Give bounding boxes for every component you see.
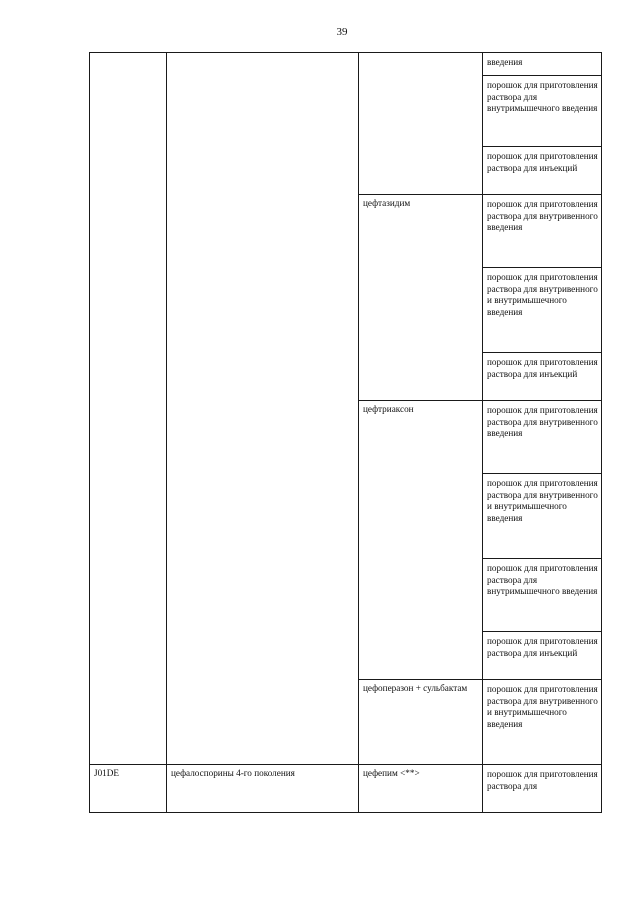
dosage-form-cell: порошок для приготовления раствора для внутримышечного введения bbox=[483, 559, 602, 632]
dosage-form-cell: порошок для приготовления раствора для внутривенного и внутримышечного введения bbox=[483, 474, 602, 559]
page-number: 39 bbox=[336, 26, 348, 38]
drug-name-cell bbox=[359, 53, 483, 195]
dosage-form-cell: порошок для приготовления раствора для инъекций bbox=[483, 147, 602, 195]
drug-name-cell: цефоперазон + сульбактам bbox=[359, 680, 483, 765]
drug-name-cell: цефтриаксон bbox=[359, 401, 483, 680]
group-name-cell bbox=[167, 53, 359, 765]
dosage-form-cell: порошок для приготовления раствора для внутривенного введения bbox=[483, 195, 602, 268]
drug-table bbox=[89, 52, 602, 813]
atc-code-cell bbox=[90, 53, 167, 765]
dosage-form-cell: введения bbox=[483, 53, 602, 76]
dosage-form-cell: порошок для приготовления раствора для инъекций bbox=[483, 353, 602, 401]
dosage-form-cell: порошок для приготовления раствора для внутривенного и внутримышечного введения bbox=[483, 268, 602, 353]
atc-code-cell: J01DE bbox=[90, 765, 167, 813]
dosage-form-cell: порошок для приготовления раствора для bbox=[483, 765, 602, 813]
group-name-cell: цефалоспорины 4-го поколения bbox=[167, 765, 359, 813]
drug-name-cell: цефепим <**> bbox=[359, 765, 483, 813]
dosage-form-cell: порошок для приготовления раствора для внутримышечного введения bbox=[483, 76, 602, 147]
dosage-form-cell: порошок для приготовления раствора для внутривенного введения bbox=[483, 401, 602, 474]
table-row bbox=[90, 765, 602, 813]
table-row bbox=[90, 53, 602, 76]
drug-name-cell: цефтазидим bbox=[359, 195, 483, 401]
dosage-form-cell: порошок для приготовления раствора для внутривенного и внутримышечного введения bbox=[483, 680, 602, 765]
dosage-form-cell: порошок для приготовления раствора для инъекций bbox=[483, 632, 602, 680]
